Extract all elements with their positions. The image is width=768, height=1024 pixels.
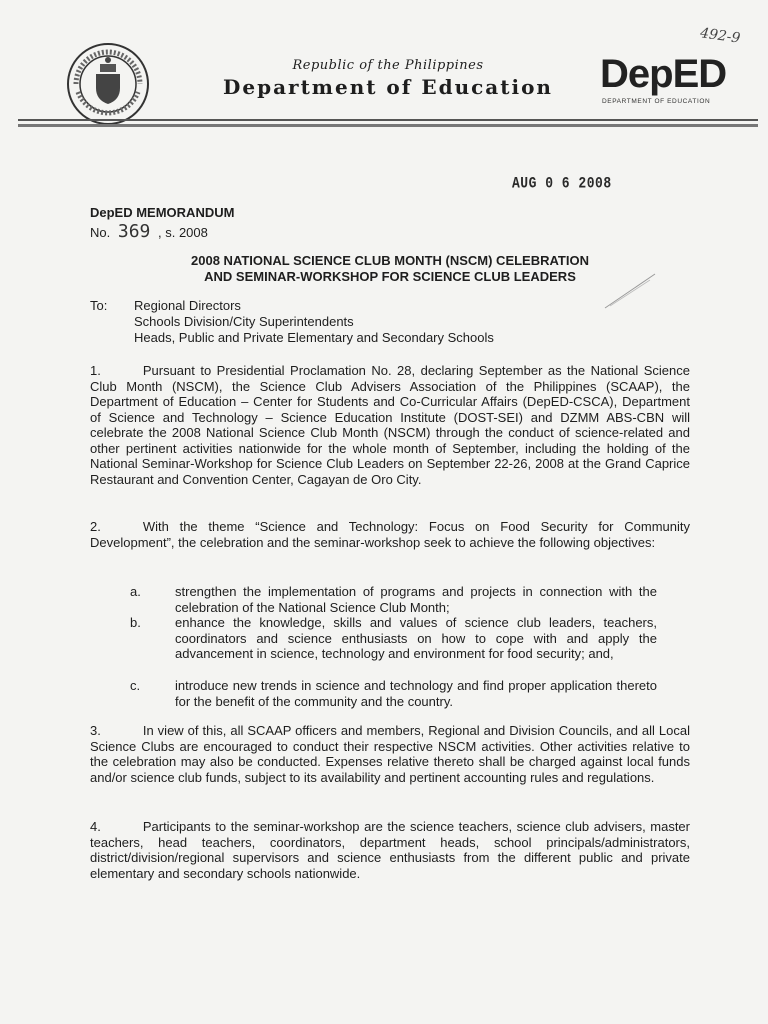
subject-line-1: 2008 NATIONAL SCIENCE CLUB MONTH (NSCM) CELEBRATION bbox=[191, 253, 589, 268]
paragraph-text: Participants to the seminar-workshop are the science teachers, science club advisers, master teachers, head teachers, coordinators, department heads, school principals/administrators, district/division/regional supervisors and science enthusiasts from the different public and private elementary and secondary schools nationwide. bbox=[90, 819, 690, 881]
paragraph-2 bbox=[90, 519, 690, 550]
paragraph-number: 1. bbox=[90, 363, 101, 378]
memo-series: , s. 2008 bbox=[158, 225, 208, 240]
paragraph-text: Pursuant to Presidential Proclamation No. 28, declaring September as the National Science Club Month (NSCM), the Science Club Advisers Association of the Philippines (SCAAP), the Department of Education – Center for Students and Co-Curricular Affairs (DepED-CSCA), Department of Science and Technology – Science Education Institute (DOST-SEI) and DZMM ABS-CBN will celebrate the 2008 National Science Club Month (NSCM) through the conduct of science-related and other pertinent activities nationwide for the whole month of September, including the holding of the National Seminar-Workshop for Science Club Leaders on September 22-26, 2008 at the Grand Caprice Restaurant and Convention Center, Cagayan de Oro City. bbox=[90, 363, 690, 487]
handwritten-note: 492-9 bbox=[699, 25, 742, 47]
recipient: Heads, Public and Private Elementary and Secondary Schools bbox=[134, 330, 494, 345]
logo-subtitle: DEPARTMENT OF EDUCATION bbox=[602, 98, 711, 105]
paragraph-number: 3. bbox=[90, 723, 101, 738]
objective-letter: a. bbox=[130, 584, 141, 599]
recipient: Regional Directors bbox=[134, 298, 241, 313]
to-label: To: bbox=[90, 298, 108, 313]
department-seal-icon bbox=[66, 42, 150, 126]
paragraph-number: 4. bbox=[90, 819, 101, 834]
memo-number: 369 bbox=[117, 221, 151, 242]
header-divider-thick bbox=[18, 124, 758, 127]
paragraph-text: In view of this, all SCAAP officers and members, Regional and Division Councils, and all Local Science Clubs are encouraged to conduct their respective NSCM activities. Other activities relative to the celebration may also be conducted. Expenses relative thereto shall be charged against local funds and/or science club funds, subject to its availability and pertinent accounting rules and regulations. bbox=[90, 723, 690, 785]
objective-text: strengthen the implementation of programs and projects in connection with the celebration of the National Science Club Month; bbox=[175, 584, 657, 615]
republic-heading: Republic of the Philippines bbox=[292, 58, 484, 73]
header-divider bbox=[18, 119, 758, 121]
objective-letter: b. bbox=[130, 615, 141, 630]
deped-logo bbox=[600, 50, 730, 110]
paragraph-number: 2. bbox=[90, 519, 101, 534]
paragraph-3 bbox=[90, 723, 690, 785]
subject-line-2: AND SEMINAR-WORKSHOP FOR SCIENCE CLUB LEADERS bbox=[204, 269, 576, 284]
paragraph-4 bbox=[90, 819, 690, 881]
memo-no-label: No. bbox=[90, 225, 111, 240]
paragraph-text: With the theme “Science and Technology: Focus on Food Security for Community Development”, the celebration and the seminar-workshop seek to achieve the following objectives: bbox=[90, 519, 690, 550]
letterhead bbox=[218, 58, 558, 99]
memo-title: DepED MEMORANDUM bbox=[90, 205, 235, 220]
objective-text: introduce new trends in science and technology and find proper application thereto for the benefit of the community and the country. bbox=[175, 678, 657, 709]
paragraph-1 bbox=[90, 363, 690, 487]
objective-text: enhance the knowledge, skills and values of science club leaders, teachers, coordinators and science enthusiasts on how to cope with and apply the advancement in science, technology and environment for food security; and, bbox=[175, 615, 657, 661]
recipient-list bbox=[134, 298, 654, 346]
date-stamp: AUG 0 6 2008 bbox=[512, 174, 612, 193]
memo-number-line bbox=[90, 221, 208, 242]
recipient: Schools Division/City Superintendents bbox=[134, 314, 354, 329]
objective-letter: c. bbox=[130, 678, 141, 693]
department-heading: Department of Education bbox=[223, 75, 553, 99]
logo-text: DepED bbox=[600, 52, 727, 96]
